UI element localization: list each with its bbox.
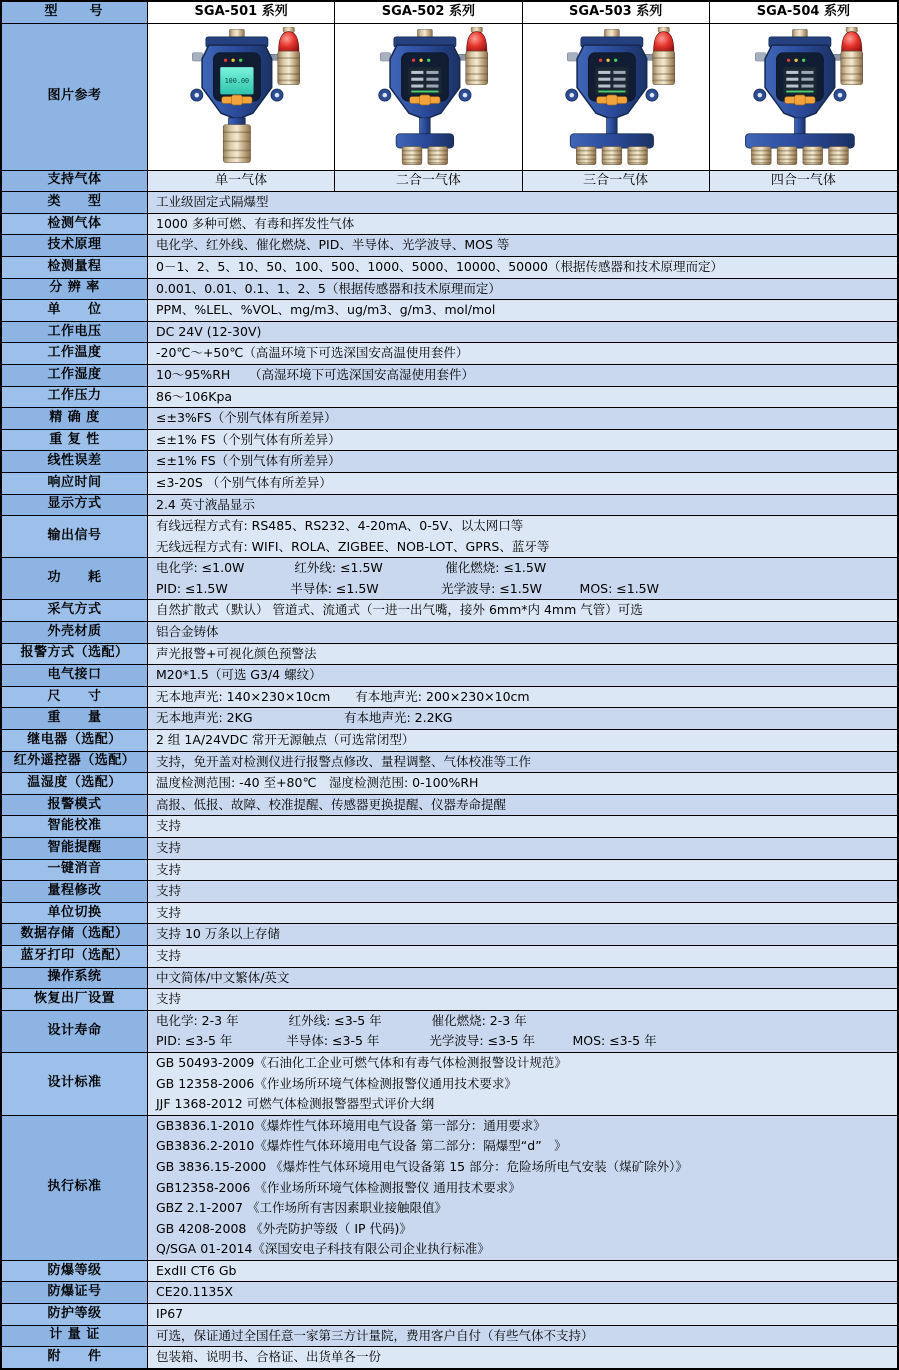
alarm-beacon-icon (643, 27, 675, 85)
gas-detector-illustration (353, 27, 504, 167)
sensor-cylinder (828, 146, 848, 164)
spec-value (148, 1011, 897, 1052)
spec-value (148, 1326, 897, 1347)
manifold-bar (570, 133, 653, 147)
spec-value-line: 包装箱、说明书、合格证、出货单各一份 (156, 1349, 382, 1365)
gas-detector-illustration (165, 27, 316, 167)
spec-value (148, 343, 897, 364)
spec-row (2, 1116, 897, 1261)
spec-value-line: 高报、低报、故障、校准提醒、传感器更换提醒、仪器寿命提醒 (156, 796, 507, 812)
spec-label: 电气接口 (2, 665, 148, 686)
spec-row (2, 1326, 897, 1348)
spec-row (2, 516, 897, 558)
spec-value-line: 支持 (156, 861, 182, 877)
spec-value (148, 1347, 897, 1368)
spec-value (148, 322, 897, 343)
spec-row (2, 816, 897, 838)
spec-value-line: GB12358-2006 《作业场所环境气体检测报警仪 通用技术要求》 (156, 1179, 521, 1195)
spec-label: 温湿度（选配） (2, 773, 148, 794)
spec-row (2, 300, 897, 322)
spec-value-line: 2.4 英寸液晶显示 (156, 496, 255, 512)
spec-label: 工作温度 (2, 343, 148, 364)
sensor-cylinder (428, 146, 448, 164)
spec-row (2, 279, 897, 301)
device-image (148, 24, 335, 170)
spec-label: 功 耗 (2, 558, 148, 599)
model-header-cell: SGA-501 系列 (148, 2, 335, 23)
spec-label: 响应时间 (2, 473, 148, 494)
spec-value-line: 电化学、红外线、催化燃烧、PID、半导体、光学波导、MOS 等 (156, 237, 510, 253)
gas-type-cell: 单一气体 (148, 171, 335, 192)
spec-value-line: 0.001、0.01、0.1、1、2、5（根据传感器和技术原理而定） (156, 280, 501, 296)
spec-label: 计 量 证 (2, 1326, 148, 1347)
spec-value (148, 665, 897, 686)
spec-label: 蓝牙打印（选配） (2, 946, 148, 967)
spec-value-line: 无本地声光: 140×230×10cm 有本地声光: 200×230×10cm (156, 688, 530, 704)
spec-value-line: M20*1.5（可选 G3/4 螺纹） (156, 667, 322, 683)
spec-value (148, 365, 897, 386)
spec-value (148, 1282, 897, 1303)
spec-label: 外壳材质 (2, 622, 148, 643)
spec-row (2, 558, 897, 600)
spec-value-line: PPM、%LEL、%VOL、mg/m3、ug/m3、g/m3、mol/mol (156, 302, 496, 318)
spec-label: 检测量程 (2, 257, 148, 278)
spec-value (148, 795, 897, 816)
spec-value (148, 687, 897, 708)
spec-label: 报警方式（选配） (2, 644, 148, 665)
spec-label: 重 量 (2, 708, 148, 729)
spec-row (2, 838, 897, 860)
spec-row (2, 924, 897, 946)
spec-value (148, 946, 897, 967)
spec-value (148, 1304, 897, 1325)
spec-value-line: GB3836.2-2010《爆炸性气体环境用电气设备 第二部分：隔爆型“d” 》 (156, 1138, 567, 1154)
spec-label: 设计寿命 (2, 1011, 148, 1052)
spec-value-line: 无本地声光: 2KG 有本地声光: 2.2KG (156, 710, 453, 726)
spec-row (2, 365, 897, 387)
spec-row (2, 708, 897, 730)
spec-row (2, 989, 897, 1011)
spec-value-line: 支持，免开盖对检测仪进行报警点修改、量程调整、气体校准等工作 (156, 753, 532, 769)
sensor-cylinder (777, 146, 797, 164)
status-led-yellow (606, 58, 609, 61)
spec-value-line: JJF 1368-2012 可燃气体检测报警器型式评价大纲 (156, 1096, 435, 1112)
spec-row (2, 192, 897, 214)
spec-row (2, 387, 897, 409)
spec-value-line: GB 50493-2009《石油化工企业可燃气体和有毒气体检测报警设计规范》 (156, 1054, 567, 1070)
spec-label: 量程修改 (2, 881, 148, 902)
supported-gas-row (2, 171, 897, 193)
spec-value (148, 773, 897, 794)
status-led-red (599, 58, 602, 61)
spec-value (148, 495, 897, 516)
spec-row (2, 343, 897, 365)
spec-row (2, 946, 897, 968)
spec-row (2, 322, 897, 344)
gas-type-cell: 三合一气体 (523, 171, 710, 192)
spec-label: 型 号 (2, 2, 148, 23)
spec-label: 技术原理 (2, 235, 148, 256)
spec-label: 操作系统 (2, 968, 148, 989)
spec-row (2, 1347, 897, 1368)
model-header-row (2, 2, 897, 24)
spec-value-line: GB3836.1-2010《爆炸性气体环境用电气设备 第一部分：通用要求》 (156, 1117, 546, 1133)
spec-value (148, 600, 897, 621)
device-image-row (2, 24, 897, 171)
spec-value-line: 无线远程方式有: WIFI、ROLA、ZIGBEE、NOB-LOT、GPRS、蓝牙等 (156, 538, 550, 554)
spec-label: 继电器（选配） (2, 730, 148, 751)
spec-value (148, 1053, 897, 1115)
spec-value (148, 430, 897, 451)
status-led-yellow (419, 58, 422, 61)
status-led-yellow (794, 58, 797, 61)
spec-value (148, 838, 897, 859)
status-led-red (787, 58, 790, 61)
device-image (710, 24, 897, 170)
sensor-cylinder (576, 146, 596, 164)
spec-label: 工作湿度 (2, 365, 148, 386)
spec-row (2, 881, 897, 903)
spec-value-line: 支持 (156, 818, 182, 834)
spec-value (148, 989, 897, 1010)
status-led-green (427, 58, 430, 61)
spec-value (148, 1261, 897, 1282)
spec-label: 图片参考 (2, 24, 148, 170)
spec-value-line: PID: ≤3-5 年 半导体: ≤3-5 年 光学波导: ≤3-5 年 MOS: ≤3-5 年 (156, 1033, 657, 1049)
spec-label: 精 确 度 (2, 408, 148, 429)
spec-label: 单 位 (2, 300, 148, 321)
spec-value-line: 温度检测范围: -40 至+80℃ 湿度检测范围: 0-100%RH (156, 775, 479, 791)
spec-value (148, 387, 897, 408)
spec-value (148, 214, 897, 235)
spec-value (148, 473, 897, 494)
spec-row (2, 473, 897, 495)
model-header-cell: SGA-502 系列 (335, 2, 522, 23)
status-led-red (412, 58, 415, 61)
spec-row (2, 730, 897, 752)
spec-row (2, 860, 897, 882)
svg-text:100.00: 100.00 (225, 76, 250, 85)
spec-value-line: 0－1、2、5、10、50、100、500、1000、5000、10000、50000（根据传感器和技术原理而定） (156, 258, 723, 274)
spec-label: 支持气体 (2, 171, 148, 192)
alarm-beacon-icon (456, 27, 488, 85)
spec-label: 输出信号 (2, 516, 148, 557)
spec-row (2, 430, 897, 452)
spec-label: 设计标准 (2, 1053, 148, 1115)
spec-value-line: 可选，保证通过全国任意一家第三方计量院，费用客户自付（有些气体不支持） (156, 1327, 594, 1343)
spec-row (2, 795, 897, 817)
spec-value (148, 257, 897, 278)
sensor-cylinder (803, 146, 823, 164)
spec-value-line: GB 4208-2008 《外壳防护等级（ IP 代码)》 (156, 1220, 412, 1236)
spec-value-line: 1000 多种可燃、有毒和挥发性气体 (156, 215, 355, 231)
spec-value-line: CE20.1135X (156, 1284, 233, 1300)
spec-value (148, 235, 897, 256)
spec-value-line: 支持 10 万条以上存储 (156, 926, 280, 942)
spec-label: 重 复 性 (2, 430, 148, 451)
spec-value (148, 708, 897, 729)
spec-row (2, 687, 897, 709)
spec-label: 执行标准 (2, 1116, 148, 1260)
device-image (335, 24, 522, 170)
spec-value (148, 300, 897, 321)
spec-value-line: ≤±1% FS（个别气体有所差异） (156, 431, 341, 447)
spec-label: 报警模式 (2, 795, 148, 816)
spec-value (148, 816, 897, 837)
spec-value-line: 铝合金铸体 (156, 624, 219, 640)
spec-value (148, 924, 897, 945)
spec-value-line: 支持 (156, 991, 182, 1007)
spec-row (2, 451, 897, 473)
spec-value-line: 支持 (156, 883, 182, 899)
spec-value-line: 自然扩散式（默认） 管道式、流通式（一进一出气嘴，接外 6mm*内 4mm 气管）可选 (156, 602, 643, 618)
model-header-cell: SGA-504 系列 (710, 2, 897, 23)
spec-row (2, 1261, 897, 1283)
spec-label: 红外遥控器（选配） (2, 752, 148, 773)
spec-row (2, 644, 897, 666)
spec-value (148, 558, 897, 599)
status-led-green (614, 58, 617, 61)
spec-label: 智能提醒 (2, 838, 148, 859)
spec-value-line: ExdII CT6 Gb (156, 1262, 237, 1278)
spec-label: 智能校准 (2, 816, 148, 837)
gas-type-cell: 四合一气体 (710, 171, 897, 192)
spec-row (2, 1282, 897, 1304)
spec-value (148, 968, 897, 989)
spec-label: 防爆等级 (2, 1261, 148, 1282)
spec-value-line: IP67 (156, 1306, 184, 1322)
spec-value (148, 192, 897, 213)
gas-type-cell: 二合一气体 (335, 171, 522, 192)
spec-label: 显示方式 (2, 495, 148, 516)
spec-label: 尺 寸 (2, 687, 148, 708)
spec-label: 工作压力 (2, 387, 148, 408)
spec-value (148, 860, 897, 881)
status-led-green (802, 58, 805, 61)
spec-value-line: 支持 (156, 904, 182, 920)
spec-value (148, 622, 897, 643)
spec-row (2, 622, 897, 644)
spec-value-line: 声光报警+可视化颜色预警法 (156, 645, 317, 661)
gas-detector-illustration (728, 27, 879, 167)
spec-row (2, 1053, 897, 1116)
spec-label: 检测气体 (2, 214, 148, 235)
status-led-green (239, 58, 242, 61)
spec-label: 线性误差 (2, 451, 148, 472)
spec-value-line: GB 3836.15-2000 《爆炸性气体环境用电气设备第 15 部分：危险场所电气安装（煤矿除外）》 (156, 1158, 688, 1174)
spec-value-line: ≤±1% FS（个别气体有所差异） (156, 453, 341, 469)
alarm-beacon-icon (268, 27, 300, 85)
spec-row (2, 495, 897, 517)
spec-row (2, 903, 897, 925)
spec-row (2, 408, 897, 430)
status-led-yellow (232, 58, 235, 61)
spec-value-line: -20℃～+50℃（高温环境下可选深国安高温使用套件） (156, 345, 469, 361)
spec-value (148, 1116, 897, 1260)
spec-value-line: 2 组 1A/24VDC 常开无源触点（可选常闭型） (156, 732, 415, 748)
spec-value (148, 644, 897, 665)
spec-value (148, 730, 897, 751)
spec-row (2, 1011, 897, 1053)
gas-detector-illustration (540, 27, 691, 167)
spec-value (148, 752, 897, 773)
spec-value (148, 279, 897, 300)
spec-value-line: DC 24V (12-30V) (156, 323, 262, 339)
spec-label: 采气方式 (2, 600, 148, 621)
spec-label: 一键消音 (2, 860, 148, 881)
sensor-cylinder (602, 146, 622, 164)
spec-row (2, 257, 897, 279)
spec-value-line: 支持 (156, 840, 182, 855)
manifold-bar (745, 133, 854, 147)
spec-value-line: 10～95%RH （高湿环境下可选深国安高湿使用套件） (156, 366, 475, 382)
spec-value (148, 881, 897, 902)
spec-row (2, 773, 897, 795)
spec-label: 附 件 (2, 1347, 148, 1368)
spec-value-line: ≤3-20S （个别气体有所差异） (156, 474, 332, 490)
spec-value-line: 有线远程方式有: RS485、RS232、4-20mA、0-5V、以太网口等 (156, 518, 524, 534)
spec-row (2, 1304, 897, 1326)
spec-label: 工作电压 (2, 322, 148, 343)
spec-row (2, 600, 897, 622)
spec-value-line: PID: ≤1.5W 半导体: ≤1.5W 光学波导: ≤1.5W MOS: ≤1.5W (156, 580, 659, 596)
spec-row (2, 752, 897, 774)
spec-value (148, 903, 897, 924)
spec-value-line: 电化学: 2-3 年 红外线: ≤3-5 年 催化燃烧: 2-3 年 (156, 1012, 527, 1028)
sensor-cylinder (224, 124, 251, 162)
spec-label: 防爆证号 (2, 1282, 148, 1303)
spec-value (148, 408, 897, 429)
spec-value-line: 中文简体/中文繁体/英文 (156, 969, 290, 985)
spec-label: 防护等级 (2, 1304, 148, 1325)
spec-row (2, 214, 897, 236)
spec-value-line: ≤±3%FS（个别气体有所差异） (156, 410, 337, 426)
sensor-cylinder (628, 146, 648, 164)
spec-value-line: 86～106Kpa (156, 388, 233, 404)
spec-row (2, 968, 897, 990)
sensor-cylinder (402, 146, 422, 164)
spec-value-line: GBZ 2.1-2007 《工作场所有害因素职业接触限值》 (156, 1200, 447, 1216)
spec-label: 恢复出厂设置 (2, 989, 148, 1010)
spec-row (2, 235, 897, 257)
spec-value-line: 工业级固定式隔爆型 (156, 194, 269, 210)
manifold-bar (396, 133, 454, 147)
sensor-cylinder (751, 146, 771, 164)
spec-value-line: GB 12358-2006《作业场所环境气体检测报警仪通用技术要求》 (156, 1075, 517, 1091)
spec-label: 分 辨 率 (2, 279, 148, 300)
spec-label: 数据存储（选配） (2, 924, 148, 945)
device-image (523, 24, 710, 170)
spec-label: 类 型 (2, 192, 148, 213)
spec-value-line: Q/SGA 01-2014《深国安电子科技有限公司企业执行标准》 (156, 1241, 490, 1257)
model-header-cell: SGA-503 系列 (523, 2, 710, 23)
spec-value (148, 516, 897, 557)
alarm-beacon-icon (831, 27, 863, 85)
spec-value (148, 451, 897, 472)
spec-value-line: 支持 (156, 947, 182, 963)
spec-value-line: 电化学: ≤1.0W 红外线: ≤1.5W 催化燃烧: ≤1.5W (156, 560, 547, 576)
status-led-red (224, 58, 227, 61)
spec-row (2, 665, 897, 687)
spec-label: 单位切换 (2, 903, 148, 924)
